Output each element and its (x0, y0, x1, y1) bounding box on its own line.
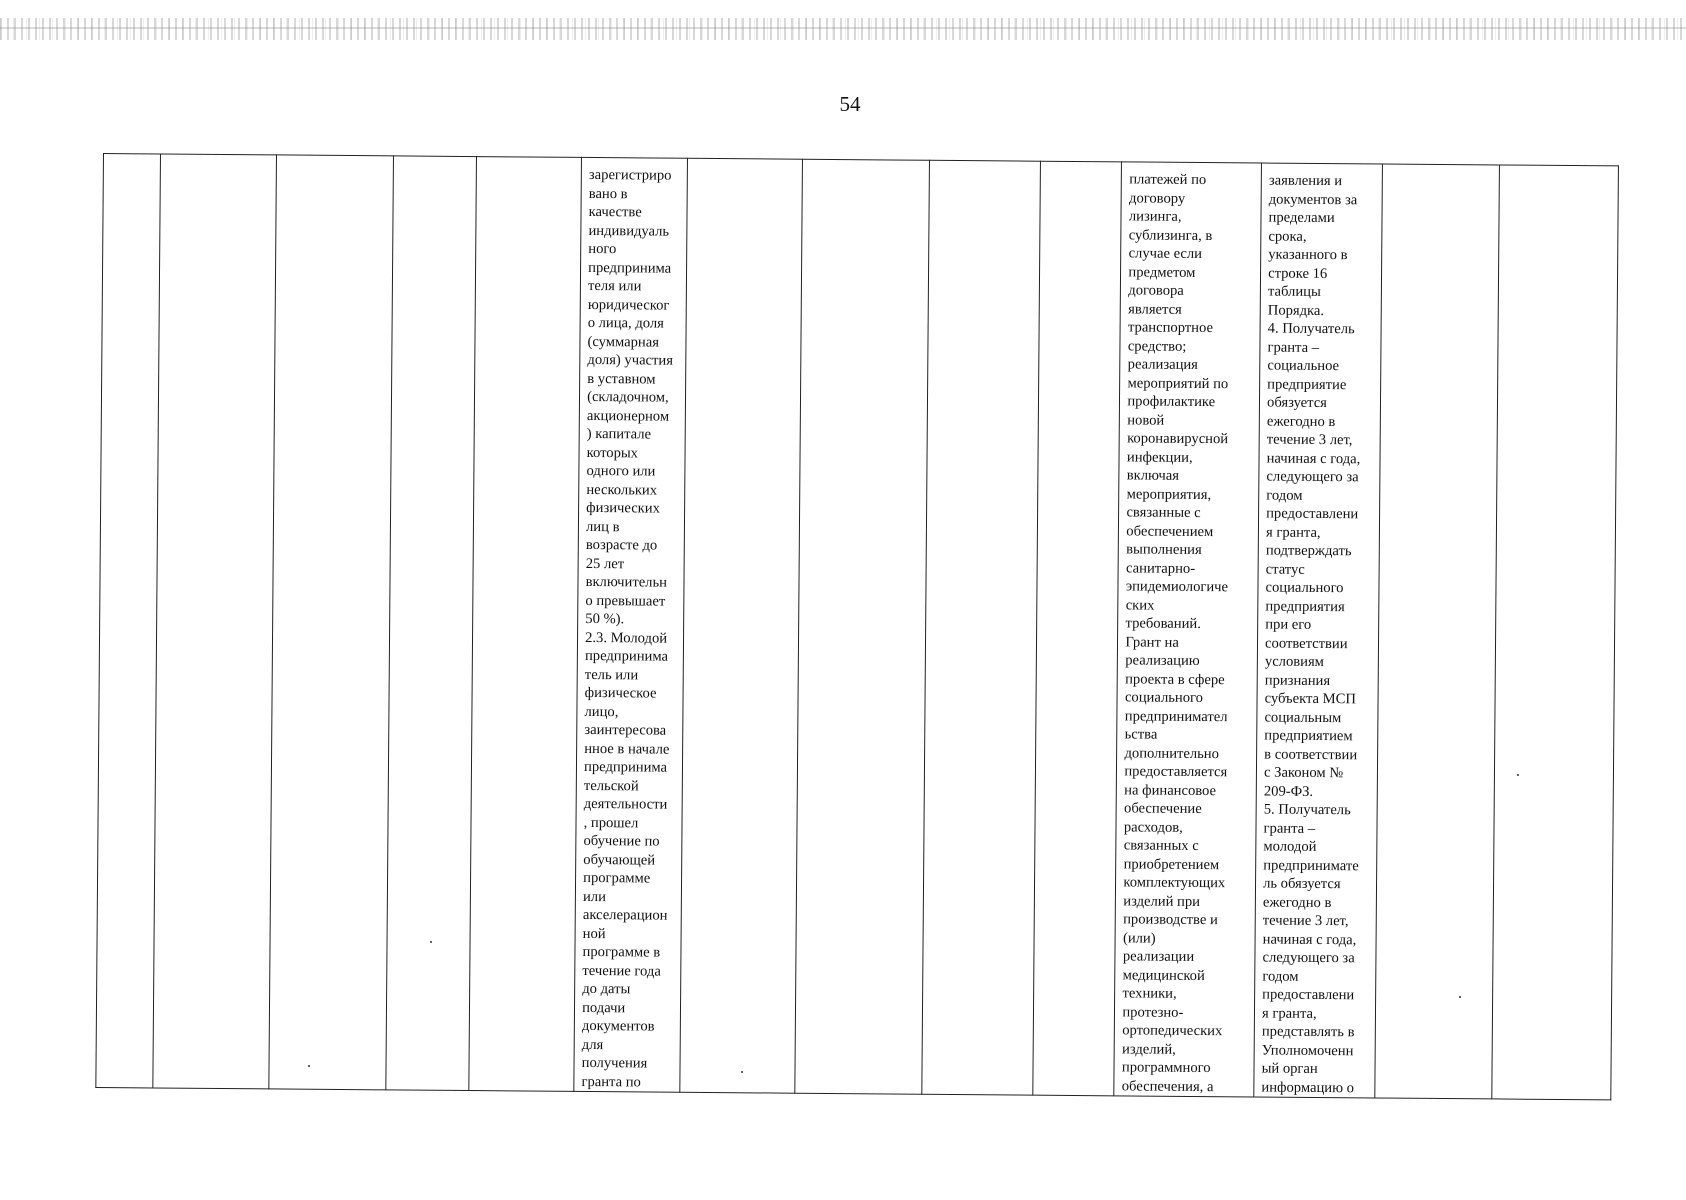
table-cell-9 (922, 160, 1041, 1095)
table-cell-2 (153, 154, 277, 1089)
table-cell-expenses-text: платежей по договору лизинга, сублизинга, в случае если предметом договора является транспортное средство; реализация мероприятий по профилактике новой коронавирусной инфекции, включая мероприятия, связанные с обеспечением выполнения санитарно- эпидемиологиче ских требований. Грант на реализацию проекта в сфере социального предпринимател ьства дополнительно предоставляется на финансовое обеспечение расходов, связанных с приобретением комплектующих изделий при производстве и (или) реализации медицинской техники, протезно- ортопедических изделий, программного обеспечения, а (1114, 162, 1261, 1097)
table-cell-3 (269, 155, 393, 1090)
table-cell-13 (1375, 164, 1499, 1099)
table-row (96, 154, 1619, 1100)
table-container (95, 153, 1619, 1100)
table-cell-5 (469, 157, 582, 1092)
scan-speck (430, 941, 432, 943)
scan-speck (1517, 774, 1519, 776)
scan-speck (741, 1071, 743, 1073)
table-cell-obligations-text: заявления и документов за пределами срока, указанного в строке 16 таблицы Порядка. 4. Получатель гранта – социальное предприятие обязуется ежегодно в течение 3 лет, начиная с года, следующего за годом предоставлени я гранта, подтверждать статус социального предприятия при его соответствии условиям признания субъекта МСП социальным предприятием в соответствии с Законом № 209-ФЗ. 5. Получатель гранта – молодой предпринимате ль обязуется ежегодно в течение 3 лет, начиная с года, следующего за годом предоставлени я гранта, представлять в Уполномоченн ый орган информацию о (1254, 163, 1383, 1098)
scan-speck (1459, 996, 1461, 998)
page-number: 54 (839, 92, 861, 116)
table-cell-10 (1033, 161, 1122, 1096)
table-cell-7 (680, 158, 803, 1093)
scan-speck (308, 1065, 310, 1067)
table-cell-14 (1491, 165, 1618, 1100)
table-cell-8 (795, 159, 929, 1094)
table-cell-4 (385, 156, 476, 1091)
scan-edge-artifact (0, 18, 1686, 40)
document-table (95, 153, 1619, 1100)
table-cell-1 (96, 154, 161, 1088)
table-cell-eligibility-text: зарегистриро вано в качестве индивидуаль ного предпринима теля или юридическог о лица, доля (суммарная доля) участия в уставном (складочном, акционерном ) капитале которых одного или нескольких физических лиц в возрасте до 25 лет включительн о превышает 50 %). 2.3. Молодой предпринима тель или физическое лицо, заинтересова нное в начале предпринима тельской деятельности , прошел обучение по обучающей программе или акселерацион ной программе в течение года до даты подачи документов для получения гранта по (574, 157, 688, 1092)
